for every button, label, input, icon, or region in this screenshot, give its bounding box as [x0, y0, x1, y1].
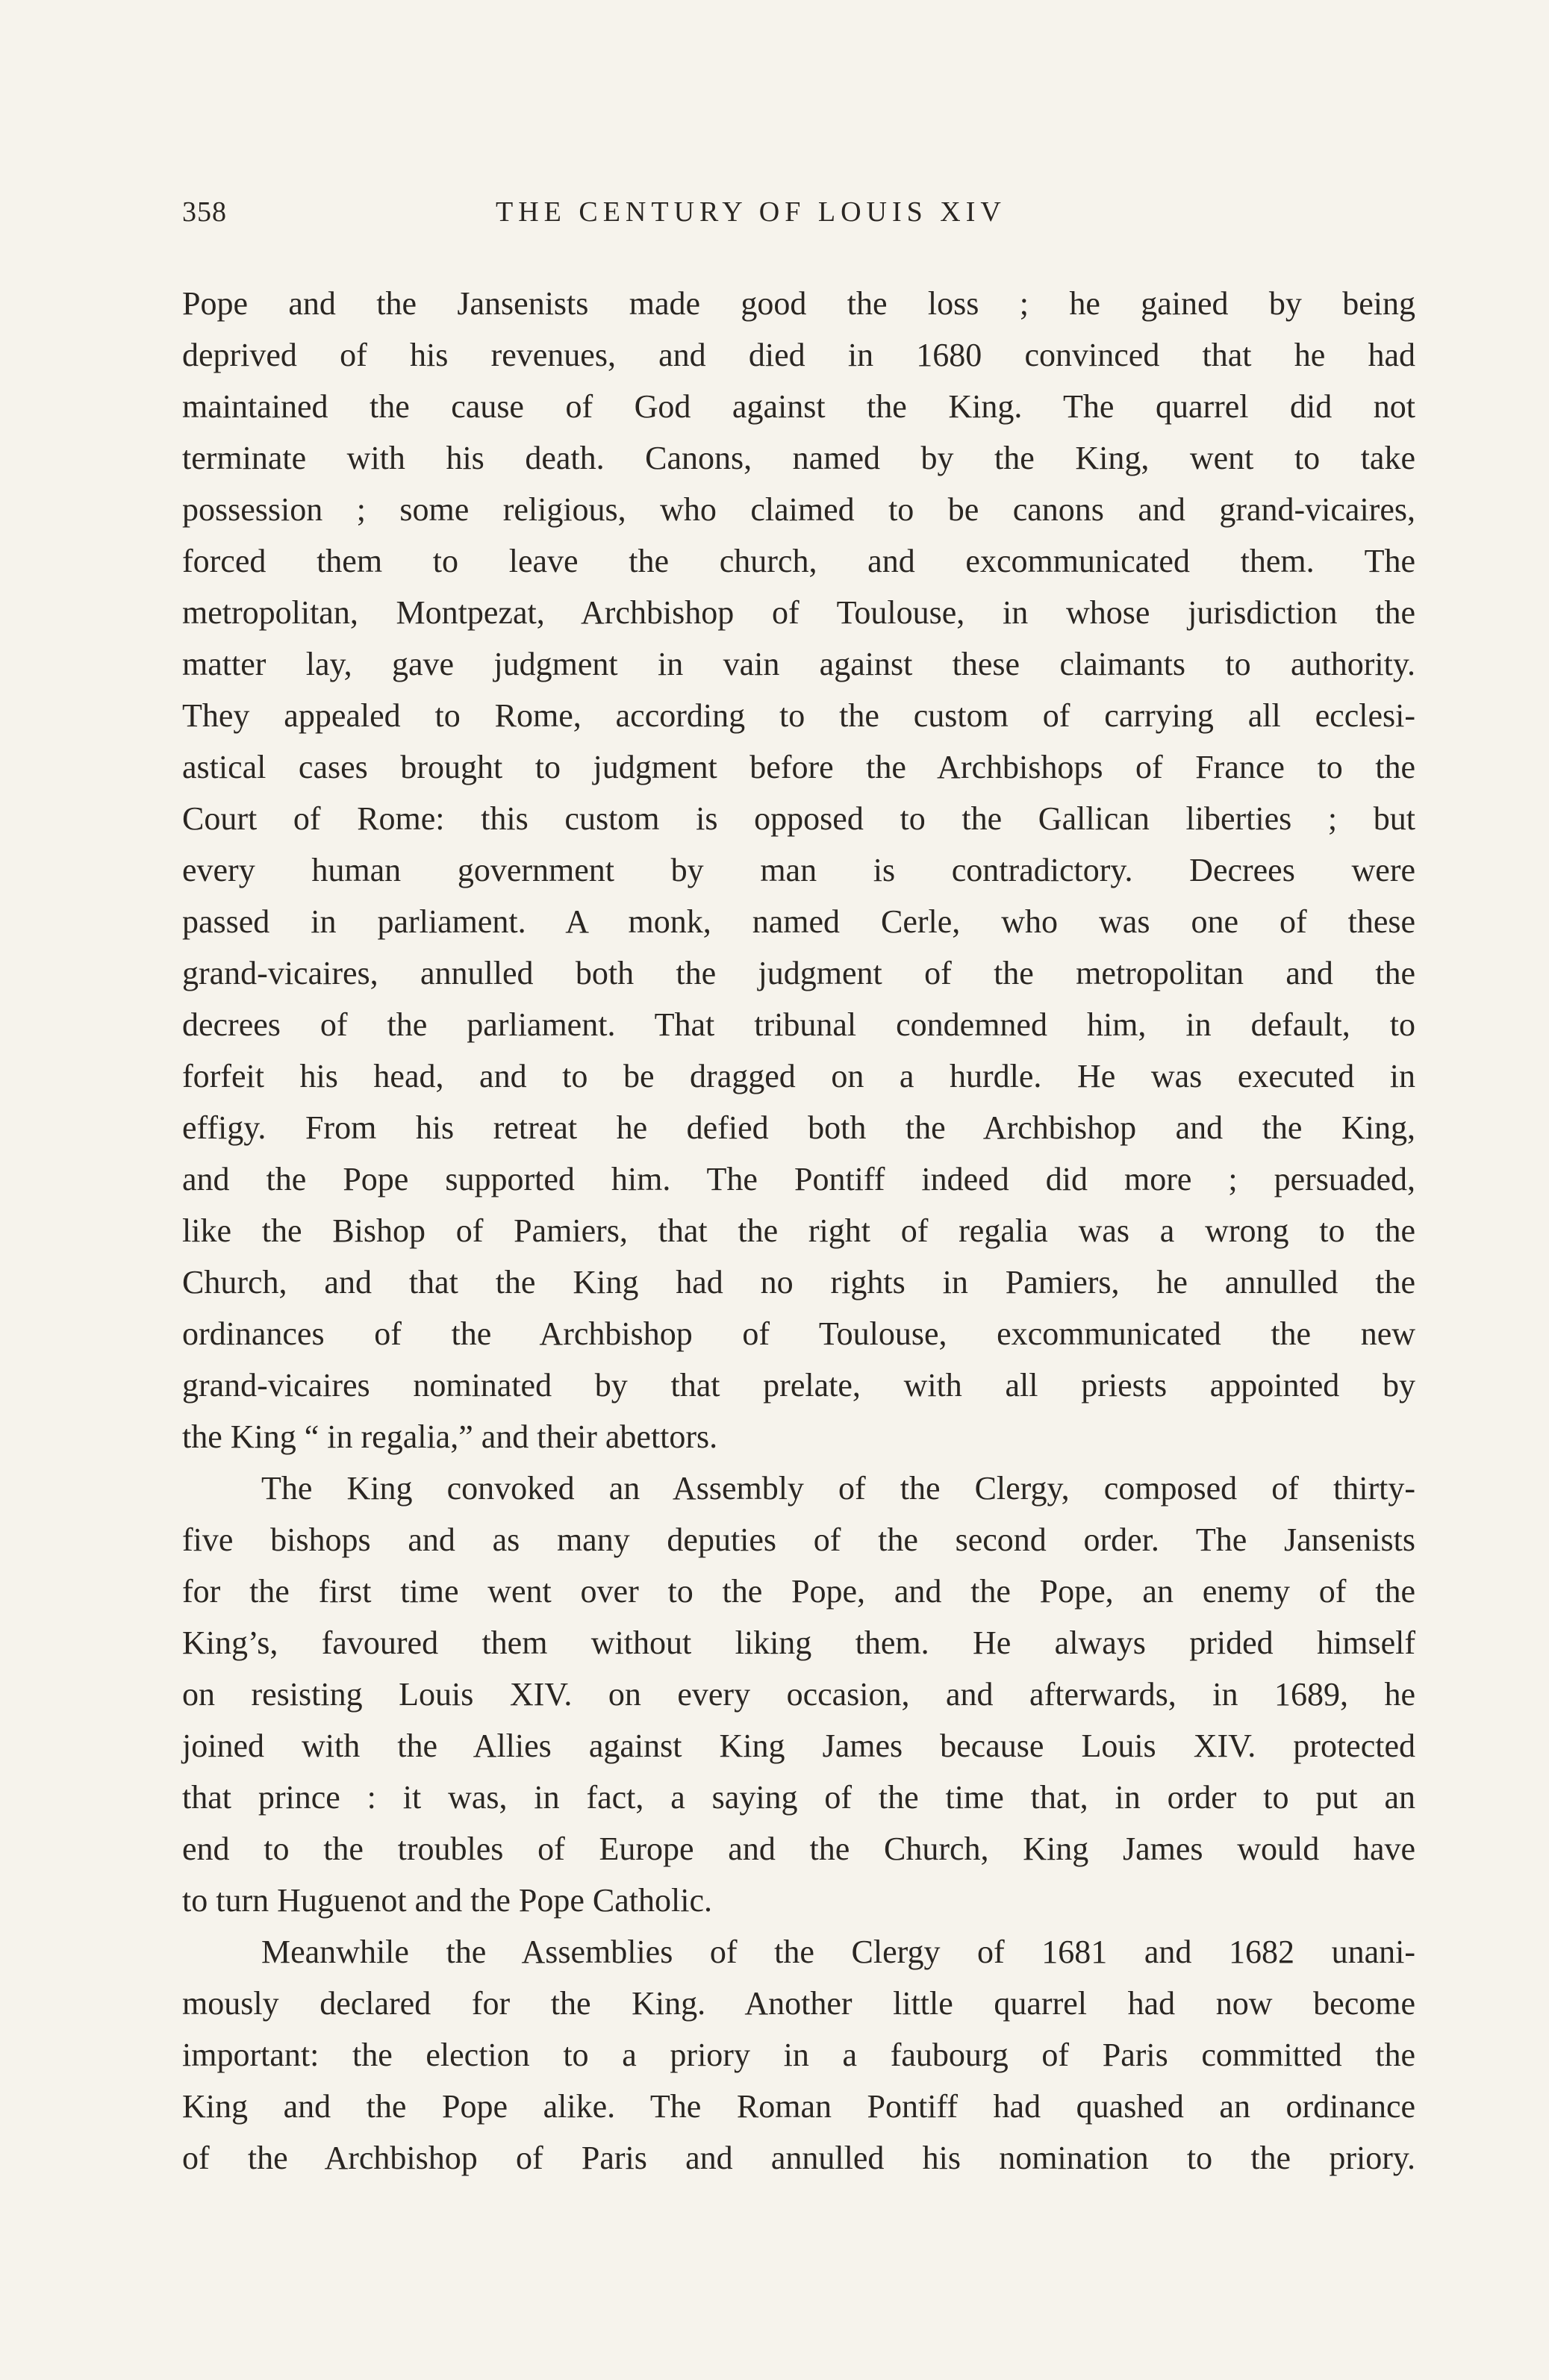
text-line: to turn Huguenot and the Pope Catholic.: [182, 1882, 712, 1919]
text-line: forced them to leave the church, and excommunicated them. The: [182, 543, 1415, 579]
text-line: mously declared for the King. Another little quarrel had now become: [182, 1985, 1415, 2022]
text-line: end to the troubles of Europe and the Church, King James would have: [182, 1831, 1415, 1867]
text-line: matter lay, gave judgment in vain against these claimants to authority.: [182, 646, 1415, 682]
running-title: THE CENTURY OF LOUIS XIV: [496, 196, 1006, 228]
text-line: for the first time went over to the Pope, and the Pope, an enemy of the: [182, 1573, 1415, 1610]
text-line: The King convoked an Assembly of the Clergy, composed of thirty-: [261, 1470, 1415, 1507]
paragraph: [182, 1926, 1415, 2184]
body-text: [182, 278, 1415, 2184]
text-line: and the Pope supported him. The Pontiff indeed did more ; persuaded,: [182, 1161, 1415, 1197]
text-line: terminate with his death. Canons, named by the King, went to take: [182, 440, 1415, 476]
text-line: every human government by man is contradictory. Decrees were: [182, 852, 1415, 888]
text-line: five bishops and as many deputies of the second order. The Jansenists: [182, 1521, 1415, 1558]
text-line: Church, and that the King had no rights in Pamiers, he annulled the: [182, 1264, 1415, 1300]
text-line: the King “ in regalia,” and their abettors.: [182, 1418, 718, 1455]
text-line: that prince : it was, in fact, a saying of the time that, in order to put an: [182, 1779, 1415, 1816]
text-line: grand-vicaires, annulled both the judgment of the metropolitan and the: [182, 955, 1415, 991]
text-line: important: the election to a priory in a faubourg of Paris committed the: [182, 2037, 1415, 2073]
text-line: astical cases brought to judgment before the Archbishops of France to the: [182, 749, 1415, 785]
text-line: ordinances of the Archbishop of Toulouse, excommunicated the new: [182, 1315, 1415, 1352]
text-line: on resisting Louis XIV. on every occasion, and afterwards, in 1689, he: [182, 1676, 1415, 1713]
text-line: Court of Rome: this custom is opposed to the Gallican liberties ; but: [182, 800, 1415, 837]
page-number: 358: [182, 196, 227, 228]
text-line: maintained the cause of God against the King. The quarrel did not: [182, 388, 1415, 425]
text-line: They appealed to Rome, according to the custom of carrying all ecclesi-: [182, 697, 1415, 734]
text-line: Pope and the Jansenists made good the loss ; he gained by being: [182, 285, 1415, 322]
text-line: like the Bishop of Pamiers, that the right of regalia was a wrong to the: [182, 1212, 1415, 1249]
text-line: Meanwhile the Assemblies of the Clergy of 1681 and 1682 unani-: [261, 1934, 1415, 1970]
text-line: of the Archbishop of Paris and annulled his nomination to the priory.: [182, 2140, 1415, 2176]
paragraph: [182, 278, 1415, 1462]
paragraph: [182, 1462, 1415, 1926]
text-line: metropolitan, Montpezat, Archbishop of Toulouse, in whose jurisdiction the: [182, 594, 1415, 631]
text-line: forfeit his head, and to be dragged on a hurdle. He was executed in: [182, 1058, 1415, 1094]
running-head: [182, 196, 1415, 240]
text-line: possession ; some religious, who claimed to be canons and grand-vicaires,: [182, 491, 1415, 528]
text-line: effigy. From his retreat he defied both the Archbishop and the King,: [182, 1109, 1415, 1146]
text-line: King’s, favoured them without liking them. He always prided himself: [182, 1624, 1415, 1661]
text-line: decrees of the parliament. That tribunal condemned him, in default, to: [182, 1006, 1415, 1043]
text-line: joined with the Allies against King James because Louis XIV. protected: [182, 1728, 1415, 1764]
text-line: deprived of his revenues, and died in 1680 convinced that he had: [182, 337, 1415, 373]
text-line: passed in parliament. A monk, named Cerle, who was one of these: [182, 903, 1415, 940]
text-line: grand-vicaires nominated by that prelate, with all priests appointed by: [182, 1367, 1415, 1404]
text-line: King and the Pope alike. The Roman Pontiff had quashed an ordinance: [182, 2088, 1415, 2125]
